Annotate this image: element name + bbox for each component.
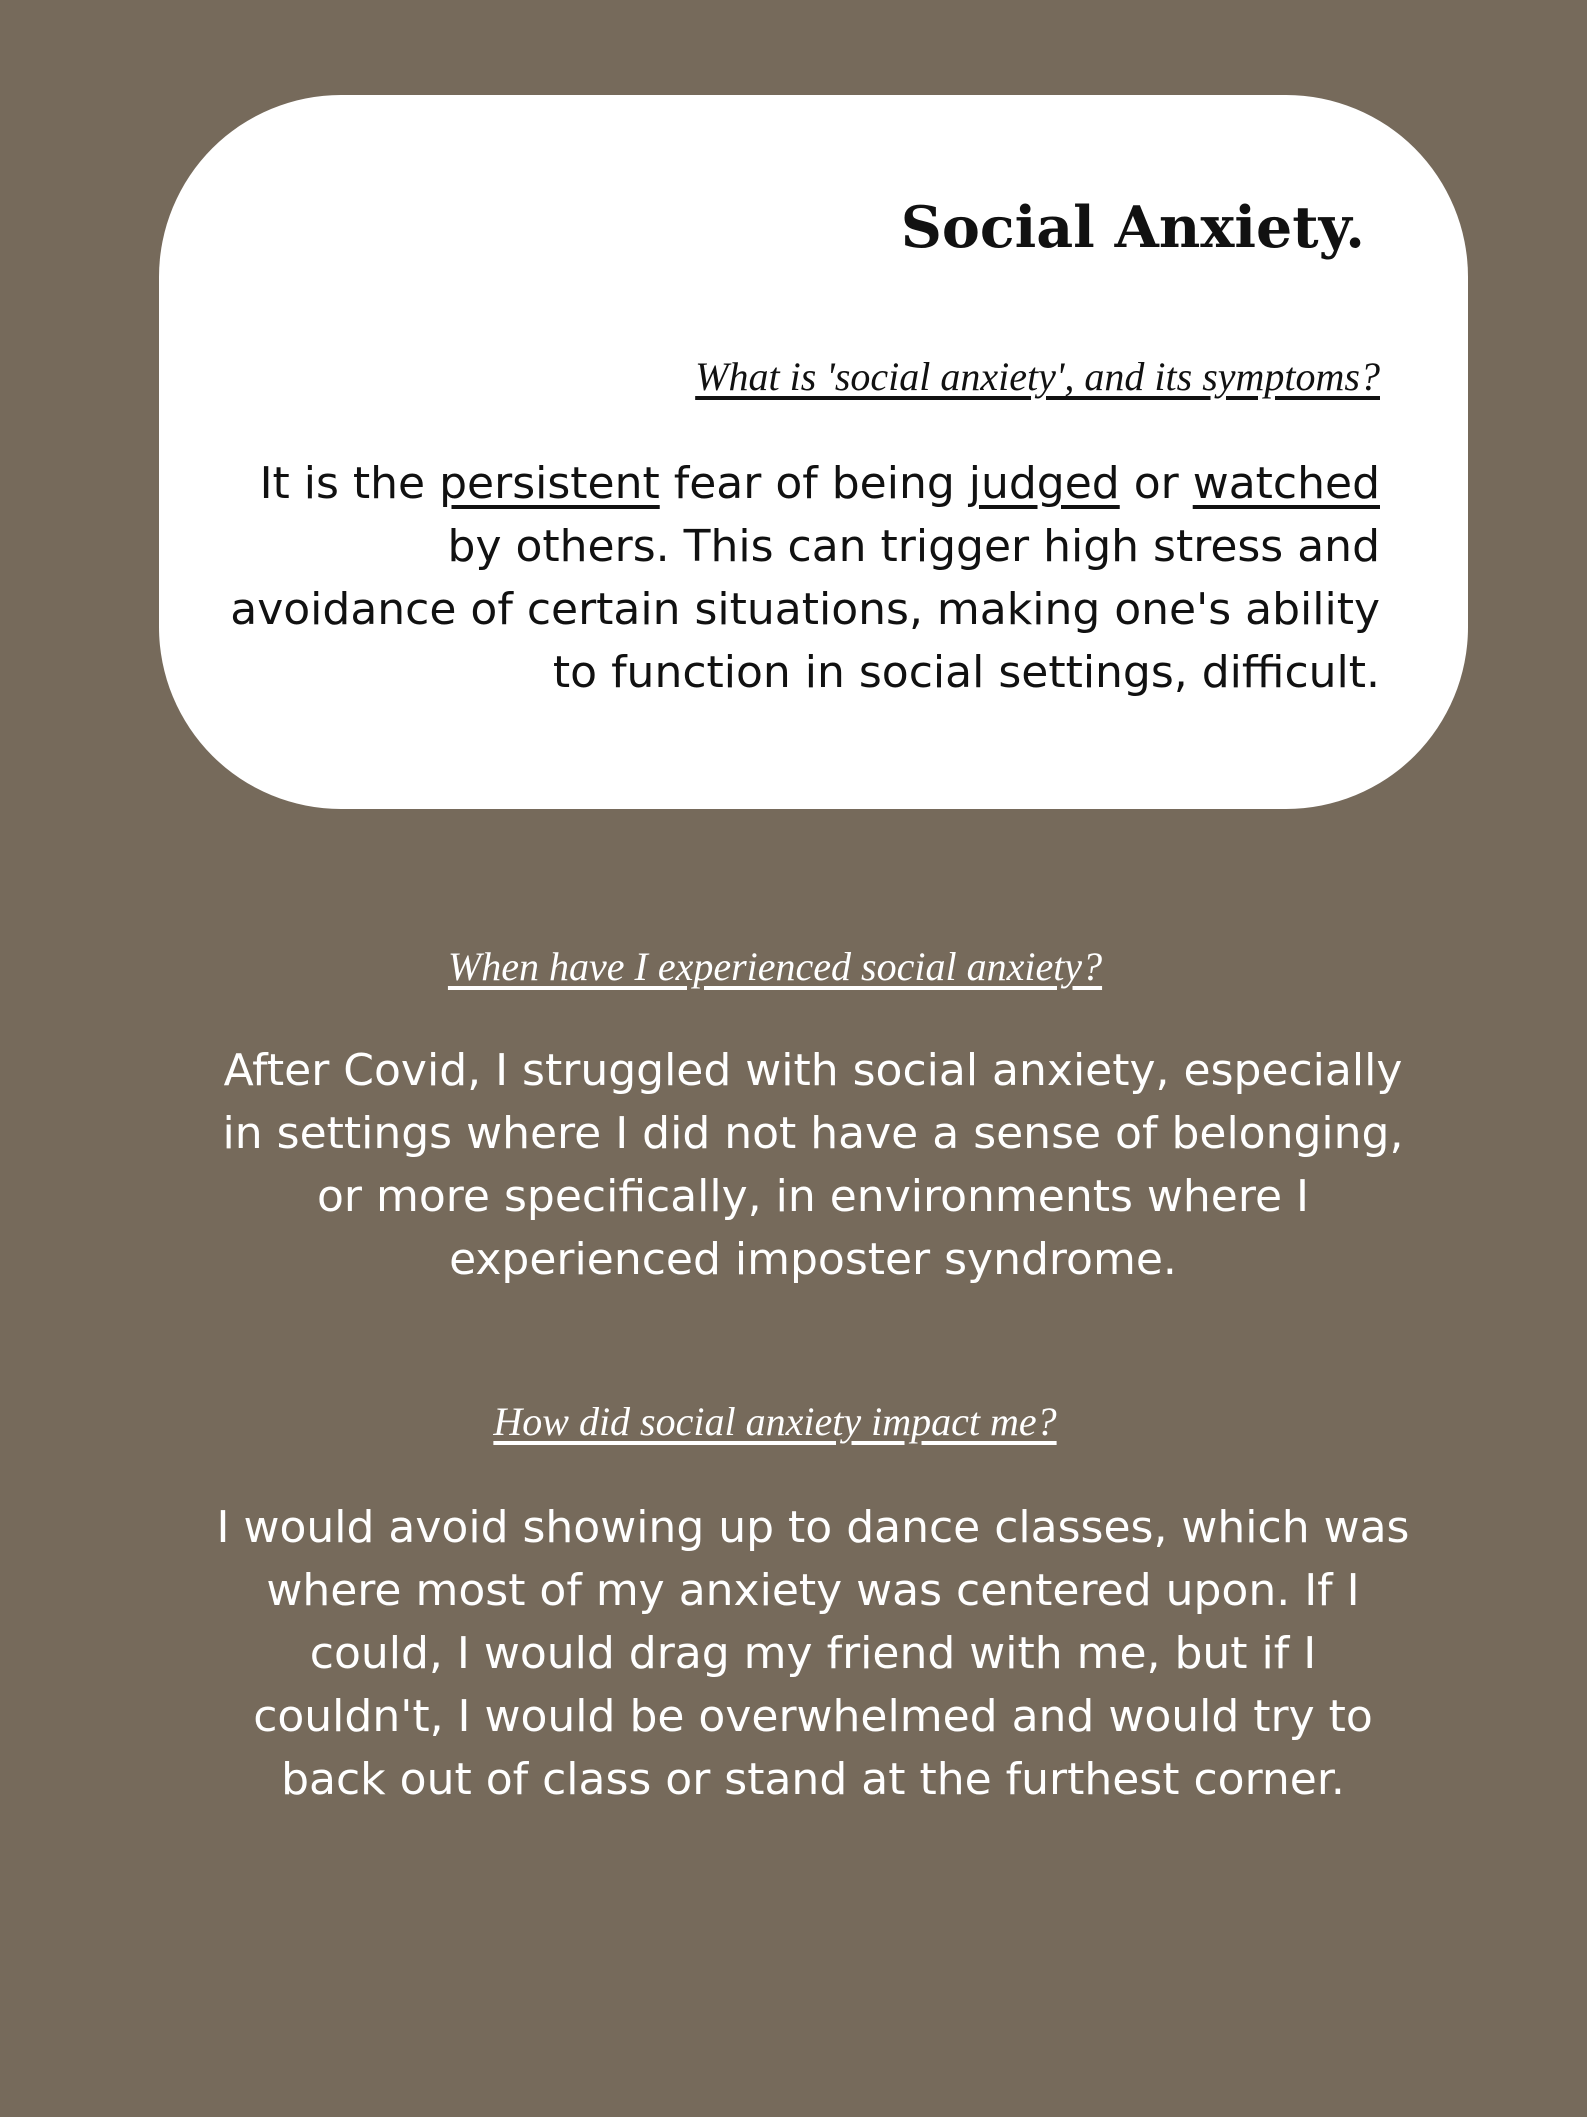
definition-text-part: by others. This can trigger high stress and avoidance of certain situations, making one's ability to function in social settings, difficult. bbox=[230, 521, 1380, 698]
page-title: Social Anxiety. bbox=[900, 194, 1365, 261]
definition-text-part: It is the bbox=[259, 458, 440, 509]
definition-question: What is 'social anxiety', and its symptoms? bbox=[695, 354, 1380, 399]
experience-question: When have I experienced social anxiety? bbox=[447, 944, 1103, 989]
emphasis-judged: judged bbox=[968, 458, 1120, 509]
definition-card bbox=[159, 95, 1468, 809]
emphasis-persistent: persistent bbox=[439, 458, 660, 509]
definition-answer bbox=[220, 452, 1380, 704]
definition-text-part: or bbox=[1119, 458, 1193, 509]
definition-text-part: fear of being bbox=[659, 458, 969, 509]
impact-answer: I would avoid showing up to dance classes, which was where most of my anxiety was centered upon. If I could, I would drag my friend with me, but if I couldn't, I would be overwhelmed and would try to back out of class or stand at the furthest corner. bbox=[216, 1502, 1410, 1805]
experience-answer: After Covid, I struggled with social anxiety, especially in settings where I did not have a sense of belonging, or more specifically, in environments where I experienced imposter syndrome. bbox=[222, 1045, 1404, 1285]
impact-question: How did social anxiety impact me? bbox=[493, 1399, 1057, 1444]
emphasis-watched: watched bbox=[1192, 458, 1380, 509]
